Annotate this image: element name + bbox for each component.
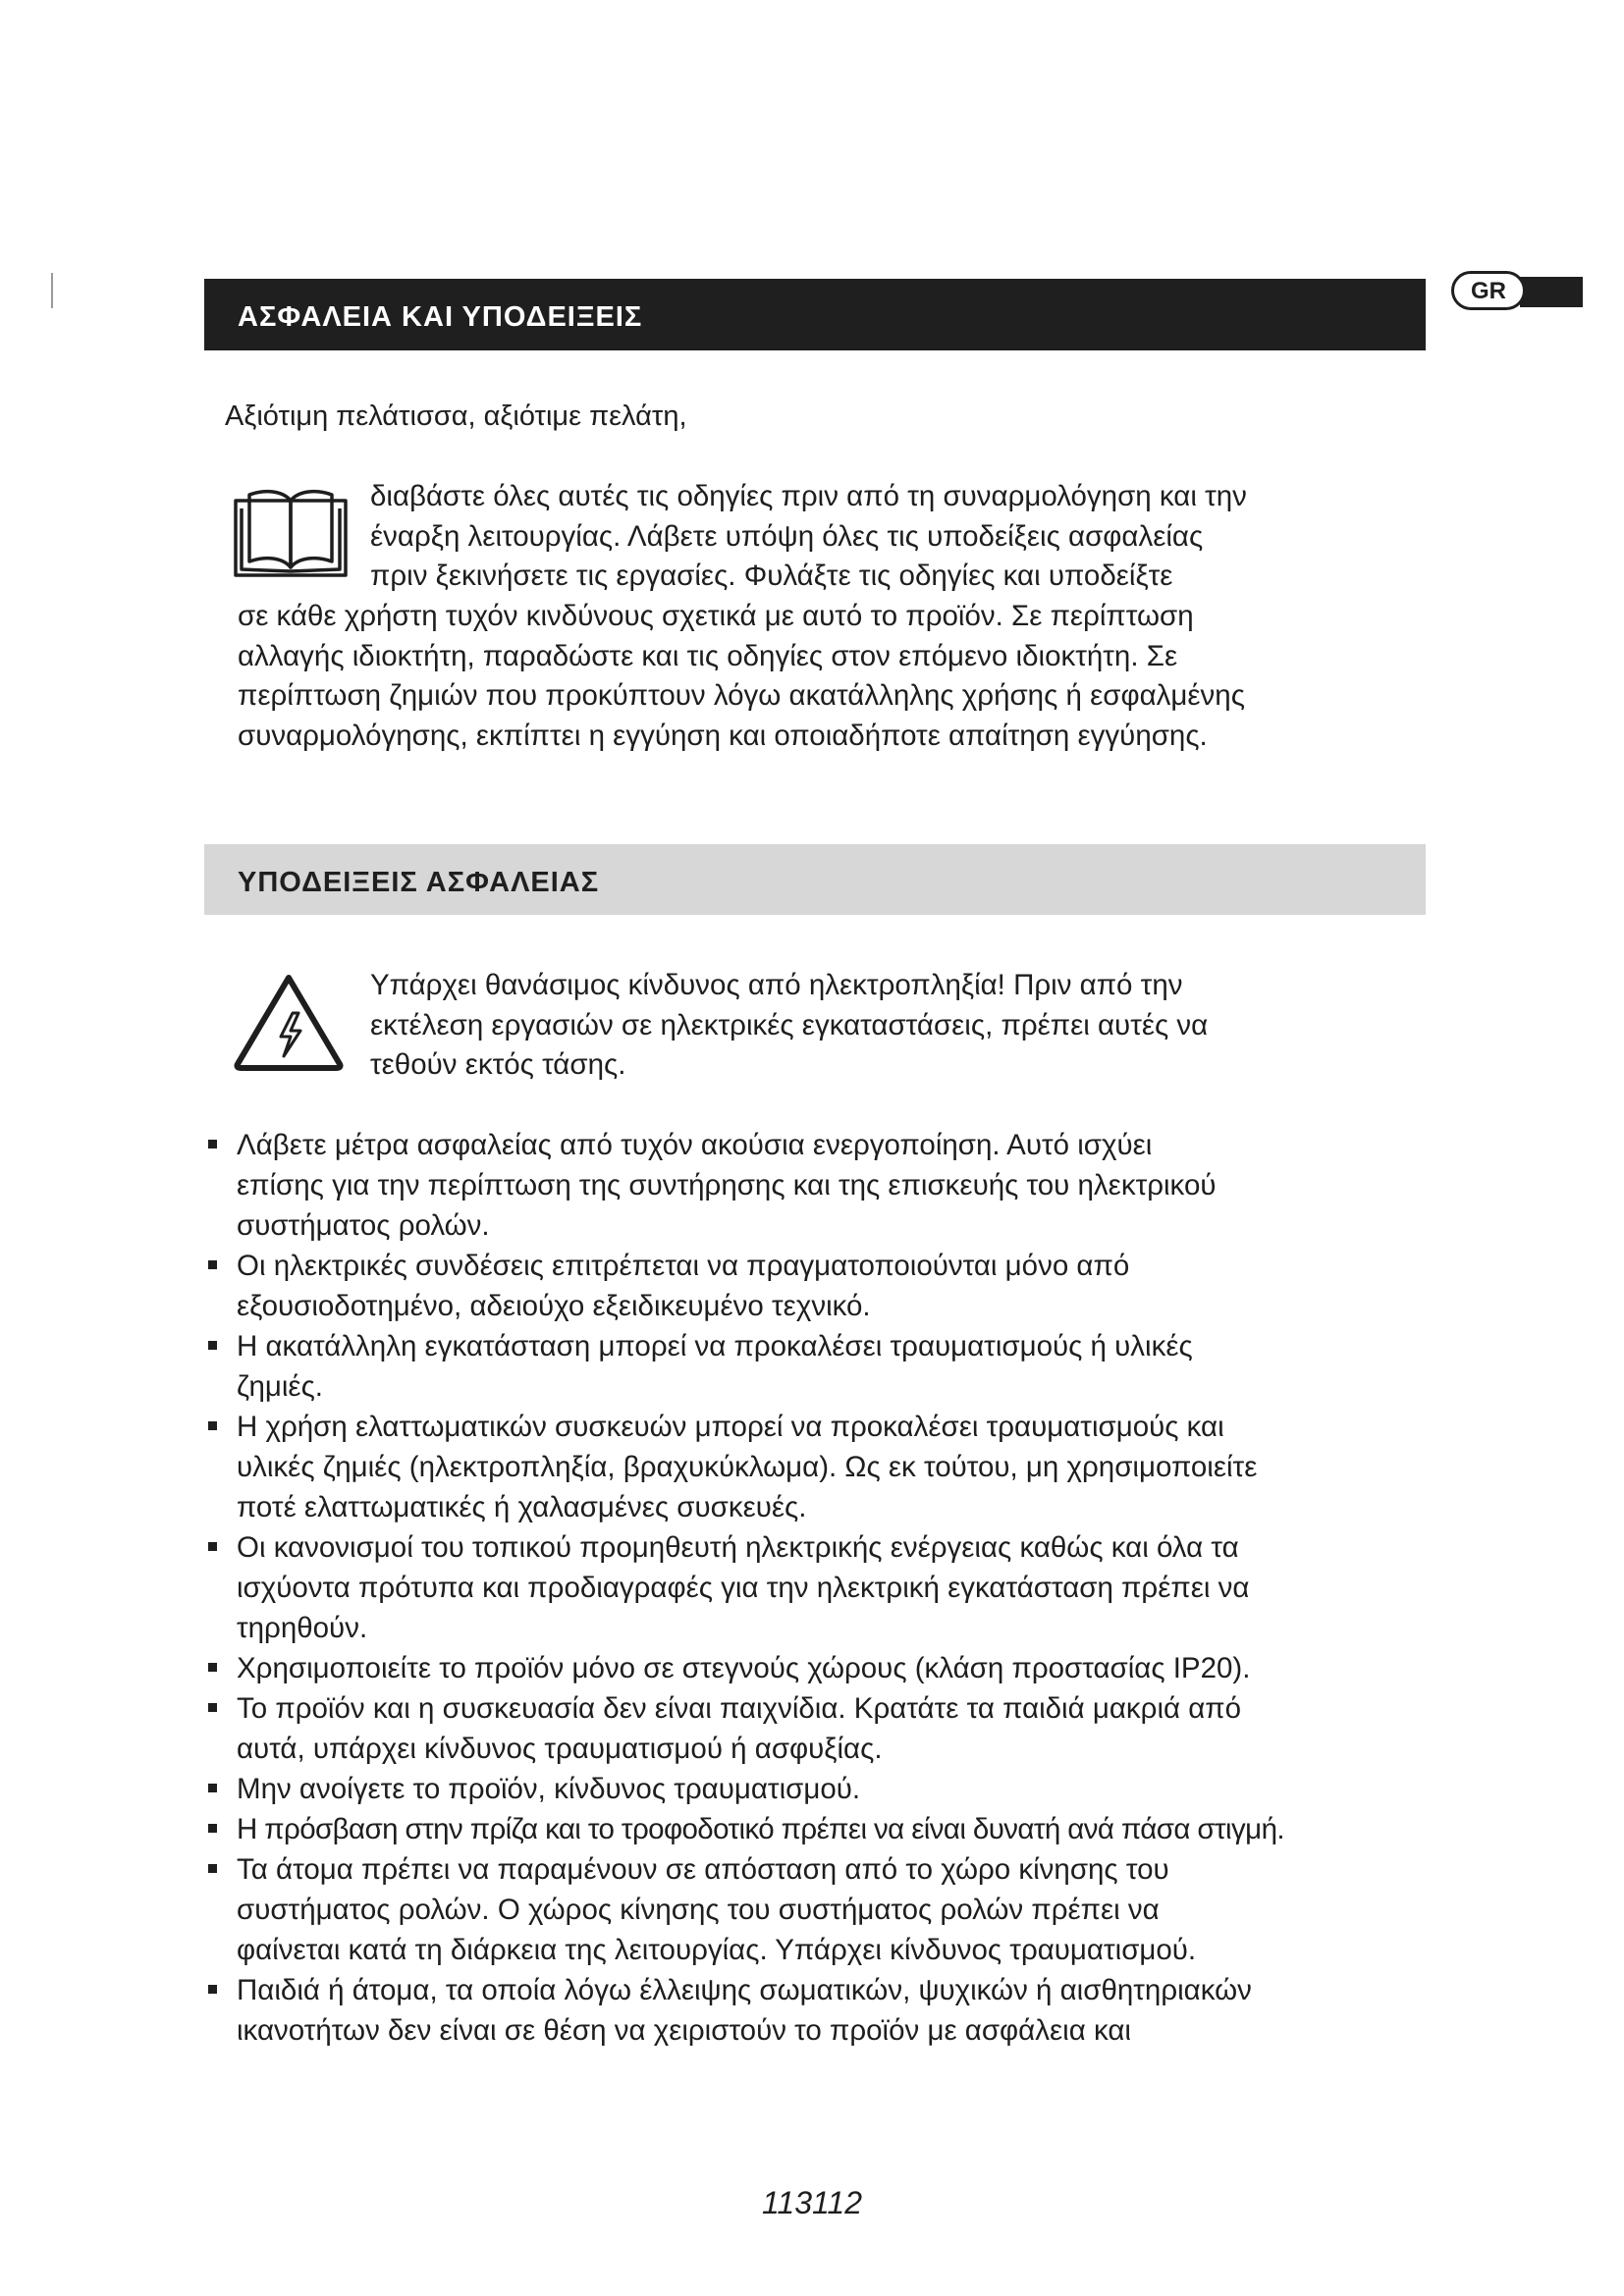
bullet-line: φαίνεται κατά τη διάρκεια της λειτουργίας. Υπάρχει κίνδυνος τραυματισμού.	[237, 1934, 1197, 1966]
list-item	[204, 1246, 1441, 1326]
bullet-line: Η χρήση ελαττωματικών συσκευών μπορεί να προκαλέσει τραυματισμούς και	[237, 1411, 1224, 1443]
intro-line: περίπτωση ζημιών που προκύπτουν λόγω ακατάλληλης χρήσης ή εσφαλμένης	[238, 679, 1245, 712]
list-item	[204, 1648, 1441, 1688]
list-item	[204, 1769, 1441, 1809]
electric-shock-warning-text	[370, 966, 1208, 1086]
intro-line: σε κάθε χρήστη τυχόν κινδύνους σχετικά με αυτό το προϊόν. Σε περίπτωση	[238, 600, 1194, 632]
safety-bullet-list	[204, 1125, 1441, 2051]
bullet-square-icon	[208, 1784, 217, 1792]
bullet-line: ποτέ ελαττωματικές ή χαλασμένες συσκευές.	[237, 1491, 807, 1523]
bullet-line: Οι ηλεκτρικές συνδέσεις επιτρέπεται να πραγματοποιούνται μόνο από	[237, 1250, 1130, 1282]
warning-line: τεθούν εκτός τάσης.	[370, 1048, 626, 1081]
intro-line: διαβάστε όλες αυτές τις οδηγίες πριν από τη συναρμολόγηση και την	[370, 480, 1247, 512]
bullet-line: Παιδιά ή άτομα, τα οποία λόγω έλλειψης σωματικών, ψυχικών ή αισθητηριακών	[237, 1974, 1252, 2006]
intro-paragraph	[238, 597, 1245, 756]
salutation: Αξιότιμη πελάτισσα, αξιότιμε πελάτη,	[225, 400, 687, 432]
bullet-square-icon	[208, 1703, 217, 1712]
electric-shock-warning-icon	[232, 972, 346, 1072]
intro-line: αλλαγής ιδιοκτήτη, παραδώστε και τις οδηγίες στον επόμενο ιδιοκτήτη. Σε	[238, 639, 1178, 672]
bullet-square-icon	[208, 1864, 217, 1873]
bullet-line: ζημιές.	[237, 1370, 323, 1403]
bullet-line: συστήματος ρολών. Ο χώρος κίνησης του συστήματος ρολών πρέπει να	[237, 1894, 1160, 1926]
bullet-square-icon	[208, 1663, 217, 1672]
bullet-line: Η πρόσβαση στην πρίζα και το τροφοδοτικό πρέπει να είναι δυνατή ανά πάσα στιγμή.	[237, 1813, 1284, 1845]
bullet-square-icon	[208, 1260, 217, 1269]
bullet-line: ικανοτήτων δεν είναι σε θέση να χειριστούν το προϊόν με ασφάλεια και	[237, 2014, 1131, 2047]
bullet-line: εξουσιοδοτημένο, αδειούχο εξειδικευμένο τεχνικό.	[237, 1290, 871, 1322]
list-item	[204, 1970, 1441, 2051]
warning-line: εκτέλεση εργασιών σε ηλεκτρικές εγκαταστάσεις, πρέπει αυτές να	[370, 1008, 1209, 1041]
bullet-line: Οι κανονισμοί του τοπικού προμηθευτή ηλεκτρικής ενέργειας καθώς και όλα τα	[237, 1531, 1239, 1564]
bullet-square-icon	[208, 1824, 217, 1833]
language-badge-label: GR	[1451, 271, 1526, 310]
bullet-square-icon	[208, 1421, 217, 1430]
bullet-line: επίσης για την περίπτωση της συντήρησης και της επισκευής του ηλεκτρικού	[237, 1169, 1217, 1201]
page-number: 113112	[761, 2185, 863, 2220]
margin-mark	[51, 273, 53, 308]
list-item	[204, 1326, 1441, 1407]
bullet-line: ισχύοντα πρότυπα και προδιαγραφές για την ηλεκτρική εγκατάσταση πρέπει να	[237, 1572, 1250, 1604]
bullet-line: Τα άτομα πρέπει να παραμένουν σε απόσταση από το χώρο κίνησης του	[237, 1853, 1169, 1886]
section-header-safety-and-notes: ΑΣΦΑΛΕΙΑ ΚΑΙ ΥΠΟΔΕΙΞΕΙΣ	[204, 279, 1426, 350]
bullet-line: Χρησιμοποιείτε το προϊόν μόνο σε στεγνούς χώρους (κλάση προστασίας IP20).	[237, 1652, 1251, 1684]
list-item	[204, 1527, 1441, 1648]
intro-paragraph-beside-icon	[370, 477, 1247, 597]
bullet-line: τηρηθούν.	[237, 1612, 368, 1644]
bullet-line: Η ακατάλληλη εγκατάσταση μπορεί να προκαλέσει τραυματισμούς ή υλικές	[237, 1330, 1193, 1362]
bullet-line: Μην ανοίγετε το προϊόν, κίνδυνος τραυματισμού.	[237, 1773, 861, 1805]
intro-line: συναρμολόγησης, εκπίπτει η εγγύηση και οποιαδήποτε απαίτηση εγγύησης.	[238, 719, 1208, 752]
manual-book-icon	[232, 483, 350, 581]
bullet-line: Το προϊόν και η συσκευασία δεν είναι παιχνίδια. Κρατάτε τα παιδιά μακριά από	[237, 1692, 1242, 1725]
intro-line: πριν ξεκινήσετε τις εργασίες. Φυλάξτε τις οδηγίες και υποδείξτε	[370, 560, 1173, 592]
list-item	[204, 1688, 1441, 1769]
language-badge	[1451, 271, 1583, 312]
bullet-line: υλικές ζημιές (ηλεκτροπληξία, βραχυκύκλωμα). Ως εκ τούτου, μη χρησιμοποιείτε	[237, 1451, 1258, 1483]
language-badge-bar	[1520, 277, 1583, 307]
list-item	[204, 1849, 1441, 1970]
bullet-line: συστήματος ρολών.	[237, 1209, 490, 1242]
warning-line: Υπάρχει θανάσιμος κίνδυνος από ηλεκτροπληξία! Πριν από την	[370, 969, 1183, 1001]
bullet-square-icon	[208, 1542, 217, 1551]
bullet-square-icon	[208, 1341, 217, 1350]
bullet-square-icon	[208, 1985, 217, 1994]
bullet-line: Λάβετε μέτρα ασφαλείας από τυχόν ακούσια ενεργοποίηση. Αυτό ισχύει	[237, 1129, 1153, 1161]
list-item	[204, 1809, 1441, 1849]
section-header-safety-notes: ΥΠΟΔΕΙΞΕΙΣ ΑΣΦΑΛΕΙΑΣ	[204, 844, 1426, 915]
bullet-line: αυτά, υπάρχει κίνδυνος τραυματισμού ή ασφυξίας.	[237, 1733, 883, 1765]
intro-line: έναρξη λειτουργίας. Λάβετε υπόψη όλες τις υποδείξεις ασφαλείας	[370, 519, 1204, 553]
list-item	[204, 1407, 1441, 1527]
list-item	[204, 1125, 1441, 1246]
bullet-square-icon	[208, 1140, 217, 1148]
